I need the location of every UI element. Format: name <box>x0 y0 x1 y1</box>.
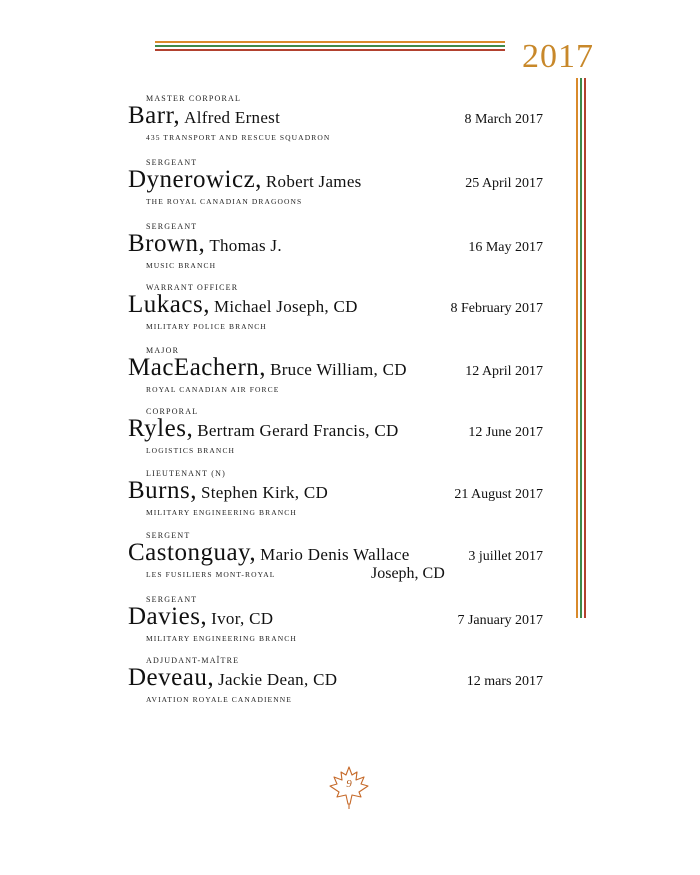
entry-date: 21 August 2017 <box>454 487 543 502</box>
entry-rank: MAJOR <box>146 346 180 355</box>
entry-name-continued: Joseph, CD <box>371 565 445 582</box>
entry-date: 16 May 2017 <box>468 240 543 255</box>
top-rule-red <box>155 49 505 51</box>
entry-unit: MUSIC BRANCH <box>146 261 217 270</box>
entry-unit: LES FUSILIERS MONT-ROYAL <box>146 570 276 579</box>
entry-burns <box>128 469 553 531</box>
entry-maceachern <box>128 346 553 408</box>
entry-name: Dynerowicz, Robert James <box>128 166 362 193</box>
entry-rank: LIEUTENANT (N) <box>146 469 226 478</box>
top-rule-green <box>155 45 505 47</box>
entry-dynerowicz <box>128 158 553 220</box>
page-number: 9 <box>346 778 352 790</box>
entry-date: 12 mars 2017 <box>466 674 543 689</box>
entry-date: 7 January 2017 <box>457 613 543 628</box>
entry-deveau <box>128 656 553 718</box>
top-rule-orange <box>155 41 505 43</box>
entry-name: Burns, Stephen Kirk, CD <box>128 477 329 504</box>
entry-unit: MILITARY ENGINEERING BRANCH <box>146 508 297 517</box>
entry-lukacs <box>128 283 553 345</box>
entry-name: Lukacs, Michael Joseph, CD <box>128 291 358 318</box>
side-rule-red <box>584 78 586 618</box>
entry-unit: ROYAL CANADIAN AIR FORCE <box>146 385 280 394</box>
entry-rank: CORPORAL <box>146 407 199 416</box>
entry-unit: AVIATION ROYALE CANADIENNE <box>146 695 292 704</box>
entry-davies <box>128 595 553 657</box>
entry-name: Castonguay, Mario Denis Wallace <box>128 539 410 566</box>
entry-brown <box>128 222 553 284</box>
entry-ryles <box>128 407 553 469</box>
entry-name: MacEachern, Bruce William, CD <box>128 354 407 381</box>
entry-rank: SERGEANT <box>146 595 198 604</box>
entry-unit: MILITARY POLICE BRANCH <box>146 322 267 331</box>
entry-unit: 435 TRANSPORT AND RESCUE SQUADRON <box>146 133 331 142</box>
entry-rank: WARRANT OFFICER <box>146 283 239 292</box>
entry-rank: SERGENT <box>146 531 191 540</box>
entry-rank: SERGEANT <box>146 158 198 167</box>
entry-rank: MASTER CORPORAL <box>146 94 242 103</box>
entry-unit: LOGISTICS BRANCH <box>146 446 236 455</box>
entry-castonguay <box>128 531 553 593</box>
entry-date: 8 March 2017 <box>464 112 543 127</box>
entry-name: Brown, Thomas J. <box>128 230 282 257</box>
entry-rank: SERGEANT <box>146 222 198 231</box>
entry-name: Deveau, Jackie Dean, CD <box>128 664 338 691</box>
maple-leaf-icon <box>326 764 372 810</box>
entry-date: 12 April 2017 <box>465 364 543 379</box>
entry-rank: ADJUDANT-MAÎTRE <box>146 656 240 665</box>
year-heading: 2017 <box>522 38 594 75</box>
entry-date: 8 February 2017 <box>450 301 543 316</box>
side-rule-orange <box>576 78 578 618</box>
entry-date: 25 April 2017 <box>465 176 543 191</box>
side-rule-green <box>580 78 582 618</box>
entry-unit: THE ROYAL CANADIAN DRAGOONS <box>146 197 303 206</box>
entry-barr <box>128 94 553 156</box>
entry-name: Davies, Ivor, CD <box>128 603 274 630</box>
entry-date: 3 juillet 2017 <box>468 549 543 564</box>
entry-date: 12 June 2017 <box>468 425 543 440</box>
entry-unit: MILITARY ENGINEERING BRANCH <box>146 634 297 643</box>
entry-name: Barr, Alfred Ernest <box>128 102 281 129</box>
entry-name: Ryles, Bertram Gerard Francis, CD <box>128 415 399 442</box>
